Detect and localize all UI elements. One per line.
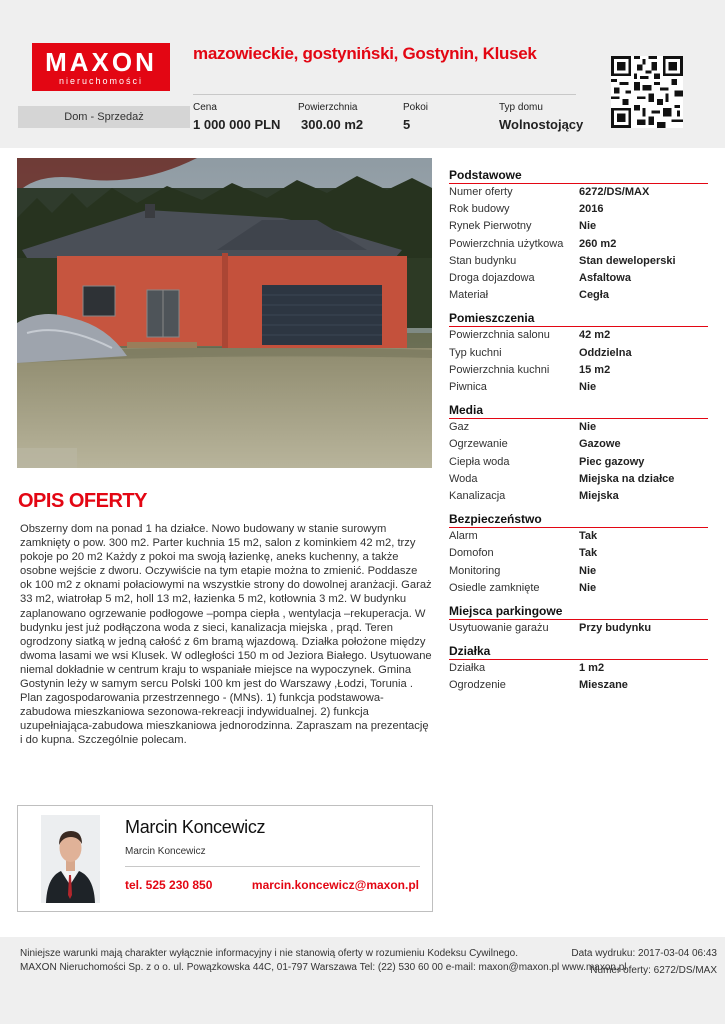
description-text: Obszerny dom na ponad 1 ha działce. Nowo budowany w stanie surowym zamknięty o pow. 300 m2. Parter kuchnia 15 m2, salon z kominkiem 42 m2, trzy pokoje po 20 m2 Każdy z pokoi ma swoją łazienkę, aneks kuchenny, a także osobne wejście z dworu. Oczywiście na tym etapie można to zmienić. Poddasze ok 100 m2 z oknami połaciowymi na wszystkie strony do dowolnej aranżacji. Garaż 33 m2, wiatrołap 5 m2, holl 13 m2, łazienka 5 m2, kotłownia 3 m2. W budynku zaplanowano ogrzewanie podłogowe –pompa ciepła , wentylacja –rekuperacja. W budynku jest już podłączona woda z sieci, kanalizacja miejska , prąd. Teren ogrodzony siatką w jedną całość z 6m bramą wjazdową. Działka położone między dwoma lasami we wsi Klusek. W odległości 150 m od Jeziora Białego. Usytuowane niemal dokładnie w centrum kraju to wspaniałe miejsce na wypoczynek. Gmina Gostynin leży w samym sercu Polski 100 km jest do Warszawy ,Łodzi, Torunia . Plan zagospodarowania przestrzennego - (MNs). 1) funkcja podstawowa-zabudowa mieszkaniowa sezonowa-rekreacji indywidualnej. 2) funkcja uzupełniająca-zabudowa mieszkaniowa jednorodzinna. Zapraszam na prezentację i do kupna. Szczególnie polecam. xyxy=(20,523,432,747)
detail-value: Nie xyxy=(579,381,597,394)
detail-row xyxy=(449,660,708,677)
footer-company-info: MAXON Nieruchomości Sp. z o o. ul. Powązkowska 44C, 01-797 Warszawa Tel: (22) 530 60 00 e-mail: maxon@maxon.pl www.maxon.pl xyxy=(20,962,627,973)
section-title: Bezpieczeństwo xyxy=(449,512,708,528)
detail-value: Tak xyxy=(579,547,598,560)
agent-subtitle: Marcin Koncewicz xyxy=(125,846,206,857)
detail-value: Piec gazowy xyxy=(579,455,645,468)
detail-value: 6272/DS/MAX xyxy=(579,186,650,198)
maxon-logo[interactable] xyxy=(32,43,170,91)
section-title: Działka xyxy=(449,644,708,660)
detail-key: Alarm xyxy=(449,530,478,543)
section-pomieszczenia xyxy=(449,311,708,396)
detail-key: Monitoring xyxy=(449,564,501,577)
detail-row xyxy=(449,528,708,545)
detail-key: Materiał xyxy=(449,289,489,302)
logo-wordmark: MAXON xyxy=(45,47,157,77)
detail-row xyxy=(449,270,708,287)
property-photo[interactable] xyxy=(17,158,432,468)
agent-divider xyxy=(125,866,420,867)
detail-value: Miejska xyxy=(579,490,619,503)
detail-value: Asfaltowa xyxy=(579,272,631,285)
section-podstawowe xyxy=(449,168,708,304)
detail-value: Nie xyxy=(579,564,597,577)
footer-print-date: Data wydruku: 2017-03-04 06:43 xyxy=(571,948,717,959)
footer-offer-number: Numer oferty: 6272/DS/MAX xyxy=(590,965,717,976)
detail-value: Przy budynku xyxy=(579,622,652,635)
detail-value: 15 m2 xyxy=(579,363,611,376)
detail-row xyxy=(449,287,708,304)
detail-row xyxy=(449,454,708,471)
section-title: Podstawowe xyxy=(449,168,708,184)
offer-type-badge: Dom - Sprzedaż xyxy=(18,106,190,128)
detail-value: Miejska na działce xyxy=(579,472,675,485)
detail-key: Woda xyxy=(449,472,478,485)
detail-value: 2016 xyxy=(579,203,604,216)
detail-key: Rynek Pierwotny xyxy=(449,220,532,233)
detail-value: 42 m2 xyxy=(579,329,611,342)
section-parking xyxy=(449,604,708,637)
detail-row xyxy=(449,184,708,201)
detail-key: Usytuowanie garażu xyxy=(449,622,549,635)
detail-key: Powierzchnia salonu xyxy=(449,329,550,342)
price-field xyxy=(193,102,280,134)
footer-disclaimer: Niniejsze warunki mają charakter wyłącznie informacyjny i nie stanowią oferty w rozumieniu Kodeksu Cywilnego. xyxy=(20,948,518,959)
agent-email-link[interactable]: marcin.koncewicz@maxon.pl xyxy=(251,878,419,892)
detail-row xyxy=(449,580,708,597)
agent-name: Marcin Koncewicz xyxy=(125,817,266,837)
detail-row xyxy=(449,620,708,637)
house-type-value: Wolnostojący xyxy=(499,117,584,132)
area-field xyxy=(298,102,363,134)
detail-key: Powierzchnia użytkowa xyxy=(449,237,564,250)
detail-row xyxy=(449,488,708,505)
detail-value: Gazowe xyxy=(579,438,621,451)
area-value: 300.00 m2 xyxy=(301,117,364,132)
details-panel xyxy=(449,168,708,695)
detail-row xyxy=(449,345,708,362)
detail-row xyxy=(449,545,708,562)
detail-row xyxy=(449,236,708,253)
detail-key: Gaz xyxy=(449,421,470,434)
detail-key: Rok budowy xyxy=(449,203,510,216)
detail-value: Mieszane xyxy=(579,679,628,692)
agent-avatar xyxy=(41,815,100,903)
detail-value: 1 m2 xyxy=(579,662,605,675)
detail-value: Oddzielna xyxy=(579,346,632,359)
detail-row xyxy=(449,563,708,580)
rooms-field xyxy=(403,102,428,134)
detail-key: Numer oferty xyxy=(449,186,513,198)
detail-key: Domofon xyxy=(449,547,494,560)
rooms-value: 5 xyxy=(403,117,411,132)
section-dzialka xyxy=(449,644,708,694)
section-media xyxy=(449,403,708,505)
detail-key: Typ kuchni xyxy=(449,346,502,359)
detail-row xyxy=(449,436,708,453)
detail-row xyxy=(449,677,708,694)
detail-row xyxy=(449,419,708,436)
property-location: mazowieckie, gostyniński, Gostynin, Klusek xyxy=(193,44,537,63)
detail-key: Działka xyxy=(449,662,486,675)
detail-value: Nie xyxy=(579,421,597,434)
qr-code-icon[interactable] xyxy=(611,56,683,128)
section-title: Media xyxy=(449,403,708,419)
detail-key: Ogrodzenie xyxy=(449,679,506,692)
agent-card xyxy=(17,805,433,912)
header-bar xyxy=(0,0,725,148)
detail-row xyxy=(449,379,708,396)
detail-row xyxy=(449,471,708,488)
section-bezpieczenstwo xyxy=(449,512,708,597)
house-type-field xyxy=(499,102,583,134)
house-type-label: Typ domu xyxy=(499,102,543,113)
detail-value: Tak xyxy=(579,530,598,543)
detail-row xyxy=(449,327,708,344)
agent-phone-link[interactable]: tel. 525 230 850 xyxy=(125,878,213,892)
detail-row xyxy=(449,201,708,218)
detail-key: Ogrzewanie xyxy=(449,438,508,451)
detail-value: 260 m2 xyxy=(579,237,617,250)
detail-row xyxy=(449,362,708,379)
price-label: Cena xyxy=(193,102,217,113)
detail-row xyxy=(449,253,708,270)
description-title: OPIS OFERTY xyxy=(18,490,147,512)
footer xyxy=(0,937,725,1024)
detail-key: Kanalizacja xyxy=(449,490,506,503)
detail-key: Stan budynku xyxy=(449,254,517,267)
detail-key: Ciepła woda xyxy=(449,455,510,468)
price-value: 1 000 000 PLN xyxy=(193,117,281,132)
detail-value: Nie xyxy=(579,220,597,233)
detail-key: Piwnica xyxy=(449,381,487,394)
detail-row xyxy=(449,218,708,235)
header-divider xyxy=(193,94,576,95)
detail-key: Powierzchnia kuchni xyxy=(449,363,550,376)
rooms-label: Pokoi xyxy=(403,102,429,113)
logo-tagline: nieruchomości xyxy=(58,76,144,86)
detail-value: Cegła xyxy=(579,289,609,302)
detail-key: Osiedle zamknięte xyxy=(449,581,540,594)
area-label: Powierzchnia xyxy=(298,102,358,113)
detail-value: Stan deweloperski xyxy=(579,254,676,267)
section-title: Pomieszczenia xyxy=(449,311,708,327)
section-title: Miejsca parkingowe xyxy=(449,604,708,620)
detail-value: Nie xyxy=(579,581,597,594)
detail-key: Droga dojazdowa xyxy=(449,272,535,285)
